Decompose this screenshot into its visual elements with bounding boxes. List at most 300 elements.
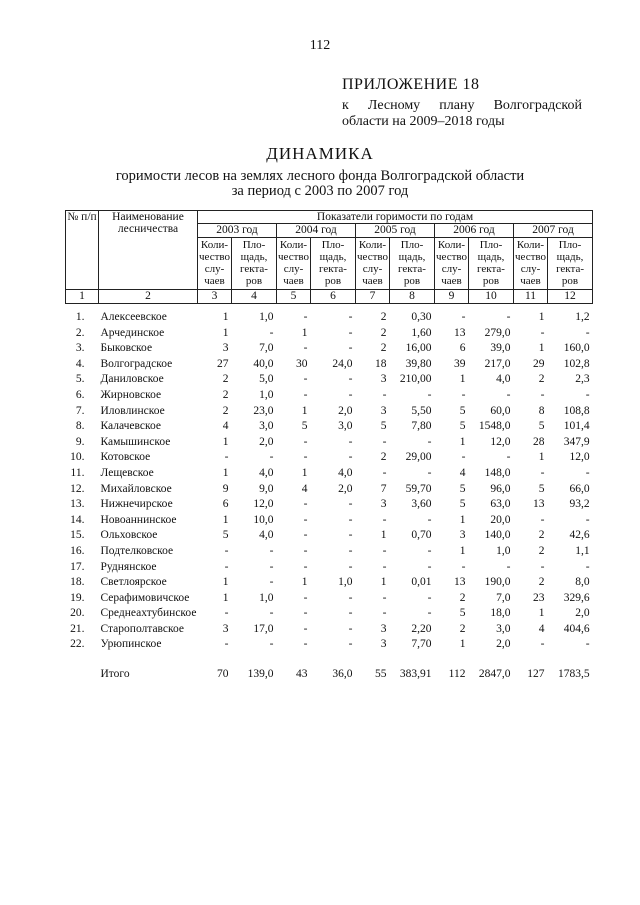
value-cell: - [506, 451, 511, 464]
value-cell: 5 [538, 482, 545, 495]
row-number: 17. [70, 560, 85, 573]
value-cell: 279,0 [484, 326, 511, 339]
value-cell: - [303, 638, 308, 651]
forestry-name: Ольховское [100, 529, 158, 542]
value-cell: 5 [459, 404, 466, 417]
value-cell: - [427, 560, 432, 573]
value-cell: 2,0 [259, 435, 274, 448]
value-cell: 190,0 [484, 576, 511, 589]
table-row [66, 341, 593, 357]
value-cell: 24,0 [332, 357, 353, 370]
value-cell: 40,0 [253, 357, 274, 370]
area-header: Пло-щадь, гекта-ров [548, 238, 593, 290]
header-number: № п/п [66, 211, 99, 290]
value-cell: 2 [222, 373, 229, 386]
value-cell: 7,0 [259, 342, 274, 355]
value-cell: - [303, 529, 308, 542]
value-cell: 18,0 [490, 607, 511, 620]
value-cell: - [348, 311, 353, 323]
value-cell: 28 [533, 435, 545, 448]
value-cell: 4,0 [259, 529, 274, 542]
value-cell: - [506, 560, 511, 573]
column-number: 1 [66, 290, 99, 304]
count-header: Коли-чество слу-чаев [277, 238, 311, 290]
value-cell: 3,0 [259, 420, 274, 433]
value-cell: 3 [380, 373, 387, 386]
row-number: 4. [75, 357, 85, 370]
value-cell: - [303, 435, 308, 448]
value-cell: 7,70 [411, 638, 432, 651]
value-cell: - [382, 544, 387, 557]
value-cell: - [303, 607, 308, 620]
value-cell: - [585, 326, 590, 339]
value-cell: - [585, 466, 590, 479]
value-cell: 10,0 [253, 513, 274, 526]
column-number: 2 [99, 290, 198, 304]
value-cell: 210,00 [399, 373, 432, 386]
value-cell: - [382, 388, 387, 401]
value-cell: - [427, 388, 432, 401]
value-cell: - [303, 373, 308, 386]
table-row [66, 637, 593, 653]
value-cell: 2 [538, 544, 545, 557]
value-cell: - [269, 638, 274, 651]
value-cell: - [382, 435, 387, 448]
value-cell: 1 [459, 638, 466, 651]
table-row [66, 560, 593, 576]
value-cell: - [382, 560, 387, 573]
row-number: 22. [70, 638, 85, 651]
value-cell: 0,30 [411, 311, 432, 323]
value-cell: 4,0 [338, 466, 353, 479]
value-cell: - [303, 498, 308, 511]
value-cell: 4 [459, 466, 466, 479]
value-cell: - [461, 560, 466, 573]
value-cell: - [427, 591, 432, 604]
value-cell: - [303, 560, 308, 573]
value-cell: - [303, 591, 308, 604]
value-cell: - [303, 451, 308, 464]
value-cell: 1 [301, 466, 308, 479]
table-row [66, 528, 593, 544]
value-cell: 2 [380, 311, 387, 323]
value-cell: - [348, 451, 353, 464]
page-number: 112 [309, 38, 331, 53]
value-cell: - [348, 342, 353, 355]
value-cell: - [461, 311, 466, 323]
value-cell: 217,0 [484, 357, 511, 370]
value-cell: - [224, 544, 229, 557]
value-cell: - [303, 544, 308, 557]
value-cell: 7,0 [496, 591, 511, 604]
value-cell: 6 [222, 498, 229, 511]
value-cell: - [427, 544, 432, 557]
value-cell: - [540, 513, 545, 526]
value-cell: 12,0 [253, 498, 274, 511]
total-row [66, 667, 593, 683]
value-cell: 2,0 [496, 638, 511, 651]
row-number: 3. [75, 342, 85, 355]
value-cell: 1,0 [496, 544, 511, 557]
appendix-reference-line-2: области на 2009–2018 годы [342, 114, 505, 129]
value-cell: - [303, 513, 308, 526]
subtitle-line-2: за период с 2003 по 2007 год [231, 183, 409, 199]
value-cell: - [540, 388, 545, 401]
table-row [66, 466, 593, 482]
value-cell: 12,0 [490, 435, 511, 448]
column-number: 9 [435, 290, 469, 304]
value-cell: 1 [222, 435, 229, 448]
value-cell: - [427, 607, 432, 620]
value-cell: - [303, 388, 308, 401]
value-cell: - [427, 513, 432, 526]
value-cell: 0,70 [411, 529, 432, 542]
value-cell: 1,0 [259, 311, 274, 323]
value-cell: 148,0 [484, 466, 511, 479]
row-number: 7. [75, 404, 85, 417]
value-cell: 5,0 [259, 373, 274, 386]
value-cell: 17,0 [253, 622, 274, 635]
value-cell: 6 [459, 342, 466, 355]
value-cell: - [540, 638, 545, 651]
forestry-name: Быковское [100, 342, 153, 355]
value-cell: 1,2 [575, 311, 590, 323]
forestry-name: Михайловское [100, 482, 172, 495]
value-cell: - [303, 311, 308, 323]
row-spacer [66, 653, 593, 667]
value-cell: 5,50 [411, 404, 432, 417]
value-cell: 2 [380, 451, 387, 464]
value-cell: 60,0 [490, 404, 511, 417]
value-cell: 329,6 [563, 591, 590, 604]
value-cell: 2,0 [338, 404, 353, 417]
value-cell: 3,60 [411, 498, 432, 511]
value-cell: 63,0 [490, 498, 511, 511]
value-cell: 0,01 [411, 576, 432, 589]
value-cell: 4,0 [259, 466, 274, 479]
value-cell: 9,0 [259, 482, 274, 495]
table-row [66, 606, 593, 622]
value-cell: 2 [538, 529, 545, 542]
table-row [66, 357, 593, 373]
value-cell: 1 [538, 607, 545, 620]
count-header: Коли-чество слу-чаев [514, 238, 548, 290]
value-cell: 112 [448, 668, 466, 681]
value-cell: - [269, 544, 274, 557]
value-cell: - [585, 560, 590, 573]
forestry-name: Новоаннинское [100, 513, 177, 526]
value-cell: 1,60 [411, 326, 432, 339]
forestry-name: Камышинское [100, 435, 171, 448]
forestry-name: Руднянское [100, 560, 157, 573]
appendix-reference-line-1: к Лесному плану Волгоградской [342, 98, 582, 113]
value-cell: - [269, 451, 274, 464]
table-body [66, 304, 593, 683]
row-number: 15. [70, 529, 85, 542]
value-cell: 5 [538, 420, 545, 433]
value-cell: - [427, 435, 432, 448]
table-header [66, 211, 593, 304]
value-cell: - [348, 622, 353, 635]
column-number: 5 [277, 290, 311, 304]
value-cell: - [382, 513, 387, 526]
forestry-name: Итого [100, 668, 130, 681]
value-cell: 16,00 [405, 342, 432, 355]
value-cell: 20,0 [490, 513, 511, 526]
value-cell: 59,70 [405, 482, 432, 495]
value-cell: 1 [459, 513, 466, 526]
value-cell: 39,0 [490, 342, 511, 355]
area-header: Пло-щадь, гекта-ров [390, 238, 435, 290]
value-cell: 1 [538, 451, 545, 464]
value-cell: 8 [538, 404, 545, 417]
table-row [66, 544, 593, 560]
value-cell: 18 [375, 357, 387, 370]
forestry-name: Старополтавское [100, 622, 185, 635]
value-cell: - [506, 311, 511, 323]
value-cell: 42,6 [569, 529, 590, 542]
value-cell: 1 [222, 326, 229, 339]
column-number: 4 [232, 290, 277, 304]
header-fire-indicators: Показатели горимости по годам [198, 211, 593, 224]
value-cell: 1 [459, 544, 466, 557]
value-cell: 36,0 [332, 668, 353, 681]
value-cell: - [269, 576, 274, 589]
value-cell: - [269, 607, 274, 620]
row-number: 18. [70, 576, 85, 589]
forestry-name: Арчединское [100, 326, 165, 339]
value-cell: 39 [454, 357, 466, 370]
value-cell: 3,0 [338, 420, 353, 433]
value-cell: 8,0 [575, 576, 590, 589]
value-cell: - [348, 591, 353, 604]
value-cell: 1,0 [259, 591, 274, 604]
value-cell: 1548,0 [478, 420, 511, 433]
column-number: 12 [548, 290, 593, 304]
value-cell: 55 [375, 668, 387, 681]
forestry-name: Светлоярское [100, 576, 167, 589]
table-row [66, 513, 593, 529]
row-number: 9. [75, 435, 85, 448]
value-cell: 2,3 [575, 373, 590, 386]
value-cell: 1 [222, 591, 229, 604]
value-cell: 13 [533, 498, 545, 511]
value-cell: - [224, 607, 229, 620]
value-cell: 4 [222, 420, 229, 433]
row-number: 11. [70, 466, 85, 479]
value-cell: - [427, 466, 432, 479]
value-cell: - [224, 451, 229, 464]
value-cell: 5 [459, 420, 466, 433]
value-cell: 108,8 [563, 404, 590, 417]
table-row [66, 482, 593, 498]
row-number: 21. [70, 622, 85, 635]
value-cell: 1 [459, 435, 466, 448]
value-cell: 2 [222, 388, 229, 401]
value-cell: - [269, 560, 274, 573]
value-cell: 9 [222, 482, 229, 495]
value-cell: 96,0 [490, 482, 511, 495]
value-cell: 2,0 [338, 482, 353, 495]
value-cell: 7,80 [411, 420, 432, 433]
year-header: 2003 год [198, 224, 277, 238]
value-cell: 4,0 [496, 373, 511, 386]
year-header: 2005 год [356, 224, 435, 238]
column-number-row [66, 290, 593, 304]
appendix-title: ПРИЛОЖЕНИЕ 18 [342, 76, 480, 93]
value-cell: - [348, 498, 353, 511]
column-number: 11 [514, 290, 548, 304]
year-header: 2004 год [277, 224, 356, 238]
row-number: 10. [70, 451, 85, 464]
subtitle-line-1: горимости лесов на землях лесного фонда Волгоградской области [115, 168, 525, 184]
value-cell: 102,8 [563, 357, 590, 370]
value-cell: 23,0 [253, 404, 274, 417]
value-cell: - [540, 326, 545, 339]
value-cell: - [585, 638, 590, 651]
row-number: 5. [75, 373, 85, 386]
value-cell: 1,0 [338, 576, 353, 589]
value-cell: - [348, 388, 353, 401]
value-cell: 127 [527, 668, 545, 681]
value-cell: - [382, 466, 387, 479]
value-cell: - [348, 607, 353, 620]
column-number: 6 [311, 290, 356, 304]
row-number: 6. [75, 388, 85, 401]
value-cell: 23 [533, 591, 545, 604]
table-row [66, 575, 593, 591]
value-cell: 3 [380, 622, 387, 635]
value-cell: 140,0 [484, 529, 511, 542]
year-header: 2007 год [514, 224, 593, 238]
area-header: Пло-щадь, гекта-ров [311, 238, 356, 290]
header-forestry-name: Наименование лесничества [99, 211, 198, 290]
value-cell: 2,0 [575, 607, 590, 620]
fire-statistics-table [65, 210, 593, 683]
value-cell: - [348, 638, 353, 651]
value-cell: 2847,0 [478, 668, 511, 681]
value-cell: - [540, 560, 545, 573]
value-cell: - [585, 388, 590, 401]
value-cell: - [224, 560, 229, 573]
value-cell: 3 [222, 342, 229, 355]
column-number: 7 [356, 290, 390, 304]
count-header: Коли-чество слу-чаев [435, 238, 469, 290]
value-cell: - [348, 326, 353, 339]
value-cell: - [585, 513, 590, 526]
value-cell: 2 [538, 576, 545, 589]
value-cell: 1 [380, 576, 387, 589]
row-number: 14. [70, 513, 85, 526]
value-cell: 3 [459, 529, 466, 542]
value-cell: 1 [459, 373, 466, 386]
forestry-name: Алексеевское [100, 311, 167, 323]
value-cell: 5 [459, 607, 466, 620]
value-cell: 29 [533, 357, 545, 370]
value-cell: - [348, 560, 353, 573]
column-number: 10 [469, 290, 514, 304]
row-number: 12. [70, 482, 85, 495]
table-row [66, 404, 593, 420]
value-cell: 29,00 [405, 451, 432, 464]
value-cell: - [382, 591, 387, 604]
value-cell: - [224, 638, 229, 651]
value-cell: - [269, 326, 274, 339]
table-row [66, 310, 593, 326]
value-cell: 1 [301, 404, 308, 417]
forestry-name: Урюпинское [100, 638, 162, 651]
value-cell: 1 [538, 342, 545, 355]
value-cell: 93,2 [569, 498, 590, 511]
forestry-name: Подтелковское [100, 544, 174, 557]
value-cell: 1 [222, 576, 229, 589]
value-cell: 5 [301, 420, 308, 433]
value-cell: 101,4 [563, 420, 590, 433]
value-cell: 4 [538, 622, 545, 635]
value-cell: 70 [217, 668, 229, 681]
value-cell: 30 [296, 357, 308, 370]
forestry-name: Даниловское [100, 373, 164, 386]
value-cell: 1 [222, 466, 229, 479]
count-header: Коли-чество слу-чаев [356, 238, 390, 290]
table-row [66, 372, 593, 388]
row-number: 8. [75, 420, 85, 433]
row-number: 1. [75, 311, 85, 323]
value-cell: 2,20 [411, 622, 432, 635]
value-cell: - [461, 451, 466, 464]
value-cell: - [348, 513, 353, 526]
year-header: 2006 год [435, 224, 514, 238]
value-cell: 4 [301, 482, 308, 495]
count-header: Коли-чество слу-чаев [198, 238, 232, 290]
document-title: ДИНАМИКА [266, 144, 374, 163]
value-cell: 2 [538, 373, 545, 386]
row-number: 20. [70, 607, 85, 620]
value-cell: - [348, 544, 353, 557]
value-cell: 1,0 [259, 388, 274, 401]
value-cell: 1,1 [575, 544, 590, 557]
value-cell: 1 [301, 576, 308, 589]
table-row [66, 622, 593, 638]
value-cell: 5 [459, 482, 466, 495]
value-cell: 27 [217, 357, 229, 370]
value-cell: 13 [454, 576, 466, 589]
document-subtitle [0, 169, 640, 199]
value-cell: 2 [459, 622, 466, 635]
value-cell: 1 [222, 311, 229, 323]
value-cell: 12,0 [569, 451, 590, 464]
value-cell: 5 [380, 420, 387, 433]
appendix-reference [342, 98, 582, 130]
row-number: 2. [75, 326, 85, 339]
value-cell: 3 [380, 498, 387, 511]
table-row [66, 419, 593, 435]
value-cell: 5 [459, 498, 466, 511]
forestry-name: Среднеахтубинское [100, 607, 197, 620]
row-number [66, 667, 99, 683]
row-number: 19. [70, 591, 85, 604]
value-cell: 5 [222, 529, 229, 542]
table-row [66, 497, 593, 513]
forestry-name: Иловлинское [100, 404, 165, 417]
forestry-name: Калачевское [100, 420, 161, 433]
row-number: 16. [70, 544, 85, 557]
value-cell: - [461, 388, 466, 401]
area-header: Пло-щадь, гекта-ров [469, 238, 514, 290]
value-cell: - [303, 342, 308, 355]
value-cell: 13 [454, 326, 466, 339]
table-row [66, 435, 593, 451]
